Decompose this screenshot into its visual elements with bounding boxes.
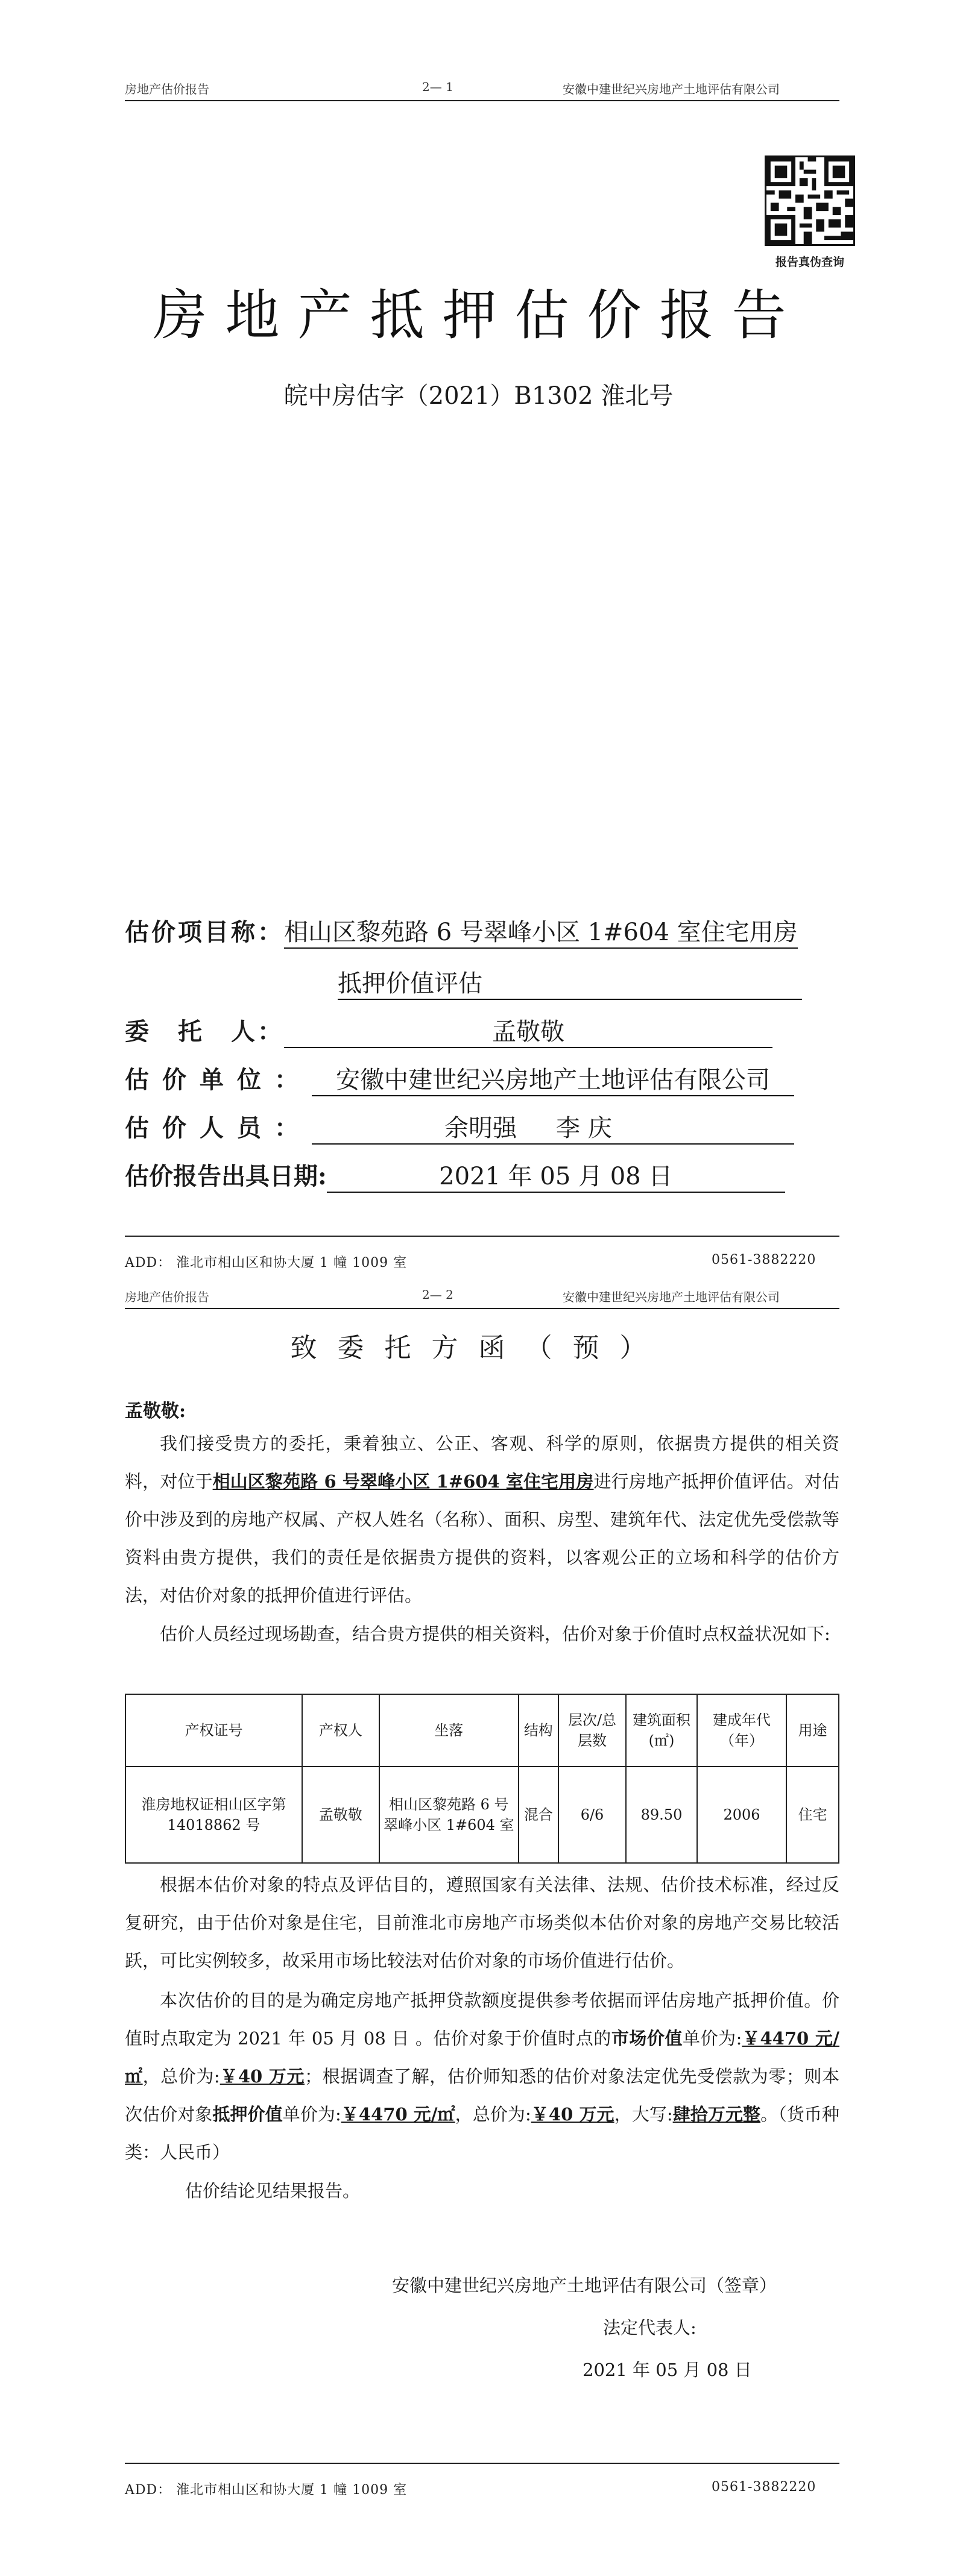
- page2-footer-address: ADD： 淮北市相山区和协大厦 1 幢 1009 室: [125, 2483, 408, 2498]
- page2-header-right: 安徽中建世纪兴房地产土地评估有限公司: [563, 1290, 780, 1304]
- p4-text: 单价为:: [282, 2104, 341, 2125]
- page2-header-page: 2— 2: [422, 1287, 453, 1302]
- p4-mortgage-value-label: 抵押价值: [212, 2104, 283, 2125]
- qr-label: 报告真伪查询: [775, 256, 844, 269]
- table-header-cell: 产权人: [302, 1694, 379, 1767]
- field-date: [125, 1157, 785, 1193]
- table-header-cell: 产权证号: [125, 1694, 302, 1767]
- table-header-cell: 建成年代（年）: [697, 1694, 787, 1767]
- table-header-cell: 用途: [786, 1694, 839, 1767]
- p4-mortgage-unit-price: ￥4470 元/㎡: [341, 2104, 455, 2125]
- field-client-label: 委 托 人：: [125, 1017, 284, 1046]
- table-cell: 住宅: [786, 1767, 839, 1863]
- table-cell: 淮房地权证相山区字第 14018862 号: [125, 1767, 302, 1863]
- field-project-label: 估价项目称：: [125, 918, 284, 946]
- field-staff-value-1: 余明强: [444, 1114, 517, 1142]
- table-cell: 6/6: [558, 1767, 626, 1863]
- page1-footer-rule: [125, 1236, 839, 1237]
- table-header-cell: 层次/总层数: [558, 1694, 626, 1767]
- signature-legal-rep: 法定代表人:: [603, 2317, 696, 2338]
- field-staff-value-2: 李 庆: [556, 1114, 612, 1142]
- field-project-cont: [338, 964, 802, 1000]
- table-cell: 相山区黎苑路 6 号翠峰小区 1#604 室: [379, 1767, 519, 1863]
- paragraph-2: 估价人员经过现场勘查，结合贵方提供的相关资料，估价对象于价值时点权益状况如下:: [160, 1624, 830, 1644]
- p4-mortgage-total-price: ￥40 万元: [531, 2104, 614, 2125]
- signature-company: 安徽中建世纪兴房地产土地评估有限公司（签章）: [392, 2275, 777, 2296]
- page2-header-rule: [125, 1308, 839, 1309]
- p4-text: 本次估价的目的是为确定房地产抵押贷款额度提供参考依据而评估房地产抵押价值。价值时点取定为 2021 年 05 月 08 日 。估价对象于价值时点的: [125, 1990, 839, 2049]
- p4-total-price: ￥40 万元: [220, 2066, 305, 2087]
- page2-footer-rule: [125, 2463, 839, 2464]
- field-date-value: 2021 年 05 月 08 日: [327, 1157, 785, 1193]
- field-unit: [125, 1061, 794, 1096]
- page1-header-page: 2— 1: [422, 80, 453, 94]
- field-staff: [125, 1109, 794, 1145]
- page1-footer-phone: 0561-3882220: [712, 1252, 816, 1268]
- page2-footer-phone: 0561-3882220: [712, 2480, 816, 2495]
- table-cell: 89.50: [626, 1767, 697, 1863]
- p4-unit-price: ￥4470 元/㎡: [125, 2028, 839, 2087]
- p4-text: 单价为:: [683, 2028, 742, 2049]
- field-client: [125, 1013, 772, 1048]
- report-number: 皖中房估字（2021）B1302 淮北号: [283, 382, 674, 410]
- p1-text-a: 我们接受贵方的委托，秉着独立、公正、客观、科学的原则，依据贵方提供的相关资料，对位于: [125, 1433, 839, 1492]
- p4-text: ，大写:: [614, 2104, 673, 2125]
- table-cell: 2006: [697, 1767, 787, 1863]
- report-title: 房地产抵押估价报告: [153, 284, 804, 347]
- paragraph-3: 根据本估价对象的特点及评估目的，遵照国家有关法律、法规、估价技术标准，经过反复研究，由于估价对象是住宅，目前淮北市房地产市场类似本估价对象的房地产交易比较活跃，可比实例较多，故采用市场比较法对估价对象的市场价值进行估价。: [125, 1874, 839, 1971]
- field-project-value-line1: 相山区黎苑路 6 号翠峰小区 1#604 室住宅用房: [284, 913, 798, 949]
- signature-date: 2021 年 05 月 08 日: [583, 2360, 752, 2380]
- table-row: [125, 1767, 839, 1863]
- field-staff-label: 估价人员：: [125, 1114, 312, 1142]
- p4-market-value-label: 市场价值: [611, 2028, 683, 2049]
- table-header-row: [125, 1694, 839, 1767]
- paragraph-5: 估价结论见结果报告。: [185, 2181, 361, 2201]
- field-unit-label: 估价单位：: [125, 1066, 312, 1094]
- field-project: [125, 913, 798, 949]
- qr-code-pattern: [766, 157, 853, 244]
- p4-text: ，总价为:: [455, 2104, 531, 2125]
- p4-text: 。（货币种类：人民币）: [125, 2104, 839, 2163]
- table-cell: 混合: [519, 1767, 558, 1863]
- property-table: [125, 1694, 839, 1864]
- qr-code[interactable]: [765, 156, 855, 246]
- page2-header-left: 房地产估价报告: [125, 1290, 209, 1304]
- page1-header-rule: [125, 100, 839, 101]
- table-header-cell: 结构: [519, 1694, 558, 1767]
- paragraph-4: [125, 1982, 839, 2172]
- p4-text: ；根据调查了解，估价师知悉的估价对象法定优先受偿款为零；则本次估价对象: [125, 2066, 839, 2125]
- table-cell: 孟敬敬: [302, 1767, 379, 1863]
- p4-text: ，总价为:: [142, 2066, 220, 2087]
- table-header-cell: 坐落: [379, 1694, 519, 1767]
- page1-header-right: 安徽中建世纪兴房地产土地评估有限公司: [563, 82, 780, 96]
- p1-address: 相山区黎苑路 6 号翠峰小区 1#604 室住宅用房: [212, 1471, 594, 1492]
- p4-amount-in-words: 肆拾万元整: [672, 2104, 761, 2125]
- page1-header-left: 房地产估价报告: [125, 82, 209, 96]
- paragraph-1: [125, 1425, 839, 1615]
- salutation: 孟敬敬:: [125, 1401, 186, 1422]
- field-unit-value: 安徽中建世纪兴房地产土地评估有限公司: [312, 1061, 794, 1096]
- field-date-label: 估价报告出具日期:: [125, 1162, 327, 1190]
- p1-text-c: 进行房地产抵押价值评估。对估价中涉及到的房地产权属、产权人姓名（名称）、面积、房型、建筑年代、法定优先受偿款等资料由贵方提供，我们的责任是依据贵方提供的资料，以客观公正的立场和科学的估价方法，对估价对象的抵押价值进行评估。: [125, 1471, 839, 1606]
- table-header-cell: 建筑面积(㎡): [626, 1694, 697, 1767]
- page1-footer-address: ADD： 淮北市相山区和协大厦 1 幢 1009 室: [125, 1255, 408, 1271]
- letter-title: 致委托方函（预）: [290, 1333, 667, 1363]
- field-client-value: 孟敬敬: [284, 1013, 772, 1048]
- field-project-value-line2: 抵押价值评估: [338, 964, 802, 1000]
